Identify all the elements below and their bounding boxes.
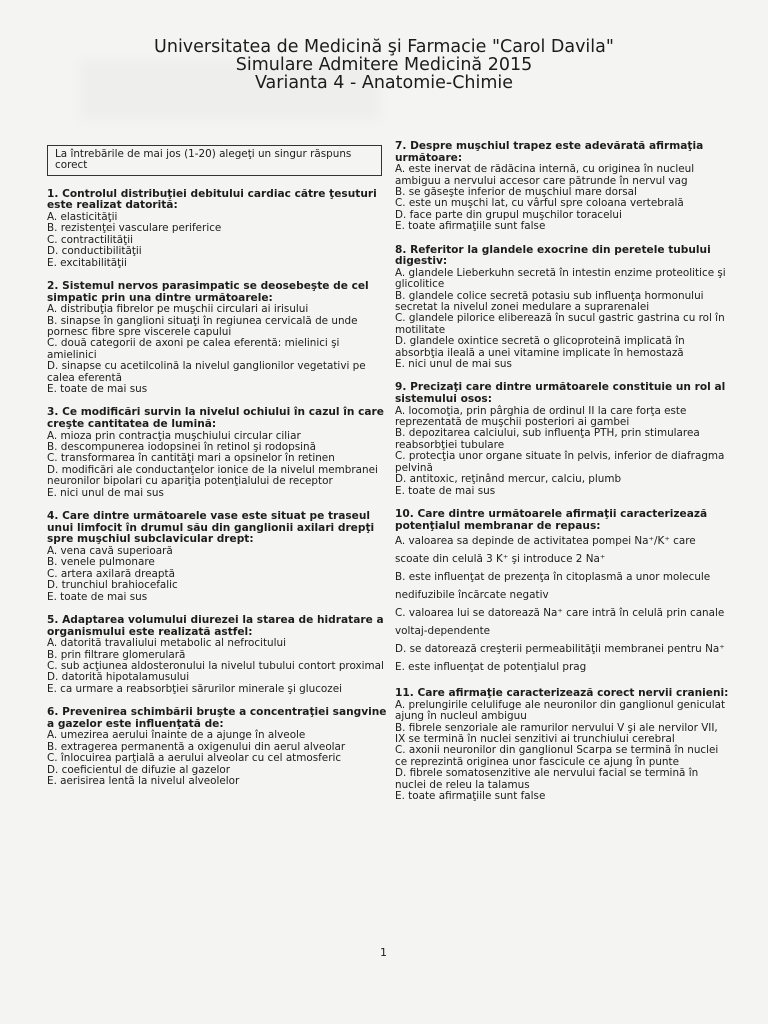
question-2 [47, 281, 387, 395]
option-b: B. venele pulmonare [47, 556, 155, 569]
option-d: D. fibrele somatosenzitive ale nervului facial se termină în nuclei de releu la talamus [395, 767, 699, 791]
option-b: B. depozitarea calciului, sub influenţa PTH, prin stimularea reabsorbţiei tubulare [395, 427, 700, 451]
question-4 [47, 511, 387, 603]
option-c: C. înlocuirea parţială a aerului alveolar cu cel atmosferic [47, 752, 342, 765]
option-b: B. descompunerea iodopsinei în retinol şi rodopsină [47, 441, 316, 454]
left-column [47, 142, 387, 799]
option-d: D. datorită hipotalamusului [47, 671, 190, 684]
option-b: B. extragerea permanentă a oxigenului din aerul alveolar [47, 740, 346, 753]
option-a: A. este inervat de rădăcina internă, cu originea în nucleul ambiguu a nervului accesor care pătrunde în nervul vag [395, 163, 695, 187]
option-e: E. este influenţat de potenţialul prag [395, 661, 587, 674]
option-a: A. umezirea aerului înainte de a ajunge în alveole [47, 729, 306, 742]
question-6 [47, 707, 387, 787]
instruction-box: La întrebările de mai jos (1-20) alegeţi un singur răspuns corect [47, 145, 382, 176]
option-d: D. face parte din grupul muşchilor toracelui [395, 208, 622, 221]
option-e: E. toate de mai sus [47, 383, 148, 396]
option-c: C. sub acţiunea aldosteronului la nivelul tubului contort proximal [47, 659, 384, 672]
option-d: D. sinapse cu acetilcolină la nivelul ganglionilor vegetativi pe calea eferentă [47, 360, 366, 384]
option-c: C. transformarea în cantităţi mari a opsinelor în retinen [47, 452, 335, 465]
question-11 [395, 688, 730, 802]
option-b: B. glandele colice secretă potasiu sub influenţa hormonului secretat la nivelul zonei medulare a suprarenalei [395, 289, 704, 314]
right-column [395, 141, 730, 814]
option-b: B. este influenţat de prezenţa în citoplasmă a unor molecule nedifuzibile încărcate negativ [395, 571, 711, 602]
option-e: E. toate de mai sus [395, 484, 496, 497]
option-d: D. modificări ale conductanţelor ionice de la nivelul membranei neuronilor bipolari cu apariţia potenţialului de receptor [47, 463, 378, 488]
option-a: A. locomoţia, prin pârghia de ordinul II la care forţa este reprezentată de muşchii posteriori ai gambei [395, 404, 687, 429]
option-e: E. toate afirmaţiile sunt false [395, 789, 546, 802]
question-title: 4. Care dintre următoarele vase este situat pe traseul unui limfocit în drumul său din ganglionii axilari drepţi spre muşchiul subclavicular drept: [47, 510, 375, 546]
option-a: A. elasticităţii [47, 211, 118, 223]
option-e: E. nici unul de mai sus [395, 358, 512, 371]
page-number: 1 [380, 946, 387, 959]
question-title: 8. Referitor la glandele exocrine din peretele tubului digestiv: [395, 243, 711, 268]
option-c: C. este un muşchi lat, cu vârful spre coloana vertebrală [395, 197, 684, 210]
option-c: C. axonii neuronilor din ganglionul Scarpa se termină în nuclei ce reprezintă originea unor fascicule ce ajung în punte [395, 744, 719, 768]
option-a: A. mioza prin contracţia muşchiului circular ciliar [47, 429, 301, 442]
option-b: B. prin filtrare glomerulară [47, 648, 186, 661]
question-3 [47, 407, 387, 499]
question-10 [395, 509, 730, 676]
option-c: C. două categorii de axoni pe calea eferentă: mielinici şi amielinici [47, 337, 340, 361]
option-c: C. protecţia unor organe situate în pelvis, inferior de diafragma pelvină [395, 450, 725, 474]
option-c: C. glandele pilorice eliberează în sucul gastric gastrina cu rol în motilitate [395, 312, 725, 336]
option-d: D. antitoxic, reţinând mercur, calciu, plumb [395, 473, 622, 486]
option-e: E. nici unul de mai sus [47, 486, 164, 499]
option-e: E. aerisirea lentă la nivelul alveolelor [47, 774, 240, 787]
option-a: A. glandele Lieberkuhn secretă în intestin enzime proteolitice şi glicolitice [395, 266, 726, 291]
option-a: A. valoarea sa depinde de activitatea pompei Na⁺/K⁺ care scoate din celulă 3 K⁺ şi introduce 2 Na⁺ [395, 535, 696, 566]
option-d: D. se datorează creşterii permeabilităţii membranei pentru Na⁺ [395, 643, 725, 656]
variant-title: Varianta 4 - Anatomie-Chimie [254, 73, 514, 93]
question-8 [395, 245, 730, 371]
option-e: E. toate de mai sus [47, 590, 148, 603]
question-title: 9. Precizaţi care dintre următoarele constituie un rol al sistemului osos: [395, 381, 726, 406]
option-e: E. toate afirmaţiile sunt false [395, 220, 546, 233]
question-title: 6. Prevenirea schimbării bruşte a concentraţiei sangvine a gazelor este influenţată de: [47, 706, 387, 730]
question-1 [47, 189, 387, 269]
option-a: A. datorită travaliului metabolic al nefrocitului [47, 637, 286, 650]
question-title: 1. Controlul distribuţiei debitului cardiac către ţesuturi este realizat datorită: [47, 187, 377, 212]
university-title: Universitatea de Medicină şi Farmacie "Carol Davila" [154, 37, 614, 57]
question-5 [47, 615, 387, 695]
option-d: D. glandele oxintice secretă o glicoproteină implicată în absorbţia ileală a unei vitamine implicate în hemostază [395, 335, 685, 359]
question-9 [395, 382, 730, 496]
option-b: B. rezistenţei vasculare periferice [47, 222, 222, 235]
option-b: B. se găseşte inferior de muşchiul mare dorsal [395, 186, 637, 198]
option-c: C. contractilităţii [47, 233, 133, 246]
question-title: 11. Care afirmaţie caracterizează corect nervii cranieni: [395, 687, 729, 700]
option-d: D. coeficientul de difuzie al gazelor [47, 763, 230, 776]
option-d: D. conductibilităţii [47, 245, 142, 258]
question-title: 2. Sistemul nervos parasimpatic se deosebeşte de cel simpatic prin una dintre următoarele: [47, 280, 369, 304]
document-header [0, 38, 768, 92]
option-d: D. trunchiul brahiocefalic [47, 579, 178, 592]
question-title: 3. Ce modificări survin la nivelul ochiului în cazul în care creşte cantitatea de lumină: [47, 406, 384, 431]
option-a: A. distribuţia fibrelor pe muşchii circulari ai irisului [47, 303, 309, 316]
question-7 [395, 141, 730, 233]
option-a: A. prelungirile celulifuge ale neuronilor din ganglionul geniculat ajung în nucleul ambiguu [395, 698, 726, 723]
option-a: A. vena cavă superioară [47, 544, 173, 557]
question-title: 10. Care dintre următoarele afirmaţii caracterizează potenţialul membranar de repaus: [395, 507, 708, 532]
option-e: E. excitabilităţii [47, 256, 127, 269]
question-title: 5. Adaptarea volumului diurezei la starea de hidratare a organismului este realizată astfel: [47, 613, 384, 638]
option-e: E. ca urmare a reabsorbţiei sărurilor minerale şi glucozei [47, 682, 343, 695]
option-c: C. artera axilară dreaptă [47, 567, 175, 580]
option-b: B. fibrele senzoriale ale ramurilor nervului V şi ale nervilor VII, IX se termină în nuclei senzitivi ai trunchiului cerebral [395, 721, 718, 745]
question-title: 7. Despre muşchiul trapez este adevărată afirmaţia următoare: [395, 140, 704, 164]
exam-title: Simulare Admitere Medicină 2015 [235, 55, 533, 75]
option-c: C. valoarea lui se datorează Na⁺ care intră în celulă prin canale voltaj-dependente [395, 607, 725, 638]
option-b: B. sinapse în ganglioni situaţi în regiunea cervicală de unde pornesc fibre spre viscerele capului [47, 314, 358, 339]
